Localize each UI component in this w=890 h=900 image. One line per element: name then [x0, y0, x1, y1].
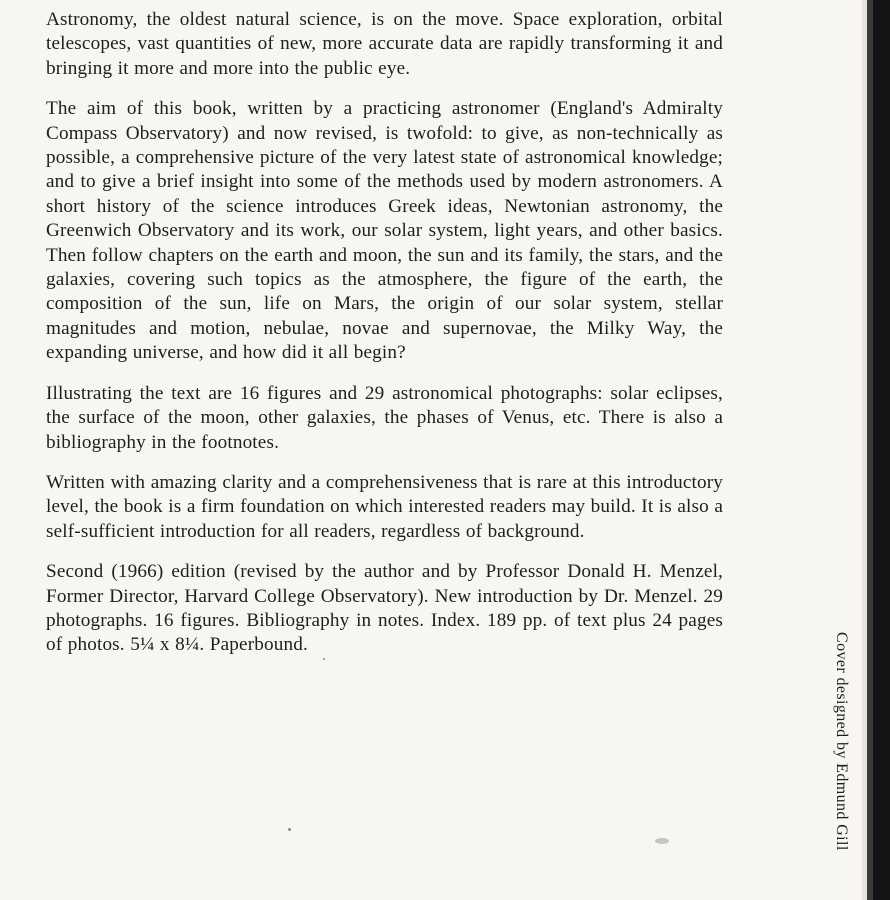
description-paragraph-3: Illustrating the text are 16 figures and 29 astronomical photographs: solar eclipses, the surface of the moon, other galaxies, the phases of Venus, etc. There is also a bibliography in the footnotes. [46, 382, 723, 453]
print-speck [323, 658, 325, 660]
print-speck [655, 838, 669, 844]
description-paragraph-5: Second (1966) edition (revised by the author and by Professor Donald H. Menzel, Former Director, Harvard College Observatory). New introduction by Dr. Menzel. 29 photographs. 16 figures. Bibliography in notes. Index. 189 pp. of text plus 24 pages of photos. 5¼ x 8¼. Paperbound. [46, 561, 723, 656]
spine-shadow [867, 0, 873, 900]
description-paragraph-2: The aim of this book, written by a practicing astronomer (England's Admiralty Compass Observatory) and now revised, is twofold: to give, as non-technically as possible, a comprehensive picture of the very latest state of astronomical knowledge; and to give a brief insight into some of the methods used by modern astronomers. A short history of the science introduces Greek ideas, Newtonian astronomy, the Greenwich Observatory and its work, our solar system, light years, and other basics. Then follow chapters on the earth and moon, the sun and its family, the stars, and the galaxies, covering such topics as the atmosphere, the figure of the earth, the composition of the sun, life on Mars, the origin of our solar system, stellar magnitudes and motion, nebulae, novae and supernovae, the Milky Way, the expanding universe, and how did it all begin? [46, 98, 723, 364]
description-paragraph-1: Astronomy, the oldest natural science, is on the move. Space exploration, orbital telescopes, vast quantities of new, more accurate data are rapidly transforming it and bringing it more and more into the public eye. [46, 9, 723, 79]
print-speck [288, 828, 291, 831]
cover-designer-credit: Cover designed by Edmund Gill [833, 632, 850, 851]
description-text [46, 8, 723, 674]
description-paragraph-4: Written with amazing clarity and a comprehensiveness that is rare at this introductory level, the book is a firm foundation on which interested readers may build. It is also a self-sufficient introduction for all readers, regardless of background. [46, 471, 723, 542]
cover-spine-strip [867, 0, 890, 900]
